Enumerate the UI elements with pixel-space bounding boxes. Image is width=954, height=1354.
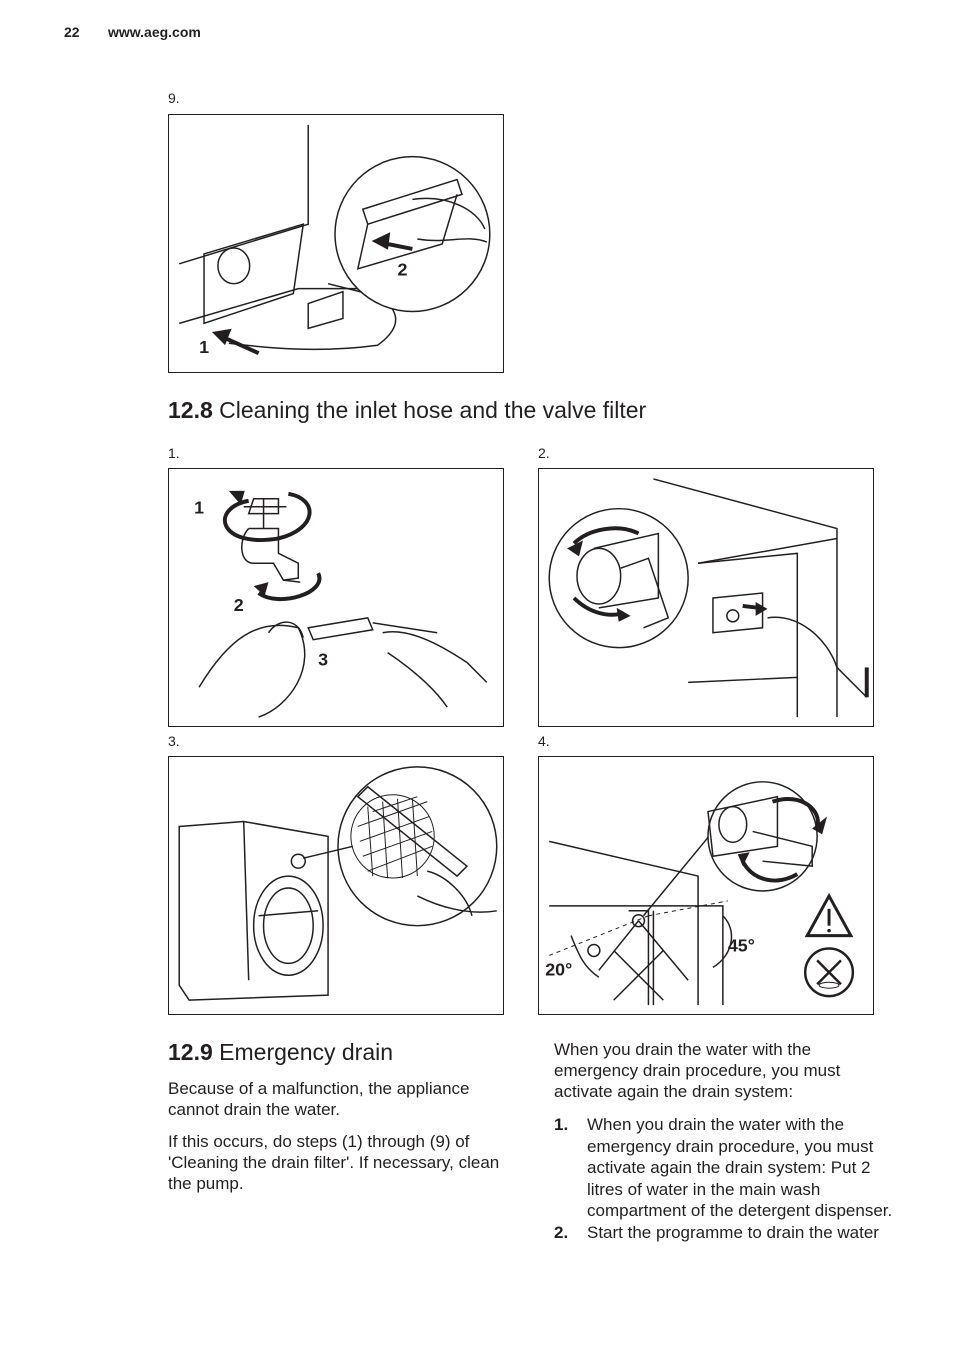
hose-unscrew-illustration	[539, 469, 873, 726]
list-item	[554, 1222, 904, 1244]
callout-1: 1	[199, 337, 210, 358]
section-number: 12.8	[168, 397, 213, 423]
figure-step-label: 3.	[168, 733, 180, 749]
hose-angle-figure	[538, 756, 874, 1015]
step-number: 1.	[554, 1115, 569, 1134]
drain-filter-illustration	[169, 115, 503, 372]
figure-step-label: 4.	[538, 733, 550, 749]
paragraph-malfunction: Because of a malfunction, the appliance cannot drain the water.	[168, 1079, 470, 1119]
paragraph-right-intro: When you drain the water with the emergency drain procedure, you must activate again the drain system:	[554, 1040, 841, 1101]
callout-2: 2	[233, 594, 244, 615]
section-title: Cleaning the inlet hose and the valve filter	[219, 397, 647, 423]
step-text: Start the programme to drain the water	[587, 1222, 879, 1242]
tap-filter-figure	[168, 468, 504, 727]
section-title: Emergency drain	[219, 1039, 394, 1065]
section-heading-emergency-drain	[168, 1038, 393, 1066]
website-url: www.aeg.com	[108, 24, 201, 40]
callout-3: 3	[318, 649, 329, 670]
step-text: When you drain the water with the emergency drain procedure, you must activate again the drain system: Put 2 litres of water in the main wash compartment of the detergent dispenser.	[587, 1115, 893, 1220]
figure-step-label: 9.	[168, 90, 180, 106]
figure-step-label: 2.	[538, 445, 550, 461]
figure-step-label: 1.	[168, 445, 180, 461]
step-number: 2.	[554, 1222, 569, 1242]
drain-filter-figure	[168, 114, 504, 373]
valve-filter-illustration	[169, 757, 503, 1014]
angle-45-label: 45°	[727, 935, 755, 956]
callout-2: 2	[397, 259, 408, 280]
emergency-drain-steps	[554, 1114, 904, 1243]
section-number: 12.9	[168, 1039, 213, 1065]
list-item	[554, 1114, 904, 1222]
page-number: 22	[64, 24, 80, 40]
section-heading-inlet	[168, 396, 646, 424]
valve-filter-cleaning-figure	[168, 756, 504, 1015]
paragraph-if-this-occurs: If this occurs, do steps (1) through (9) of 'Cleaning the drain filter'. If necessary, clean the pump.	[168, 1132, 500, 1193]
hose-installation-angle-illustration	[539, 757, 873, 1014]
tap-cleaning-illustration	[169, 469, 503, 726]
inlet-hose-removal-figure	[538, 468, 874, 727]
callout-1: 1	[194, 497, 205, 518]
angle-20-label: 20°	[545, 959, 573, 980]
